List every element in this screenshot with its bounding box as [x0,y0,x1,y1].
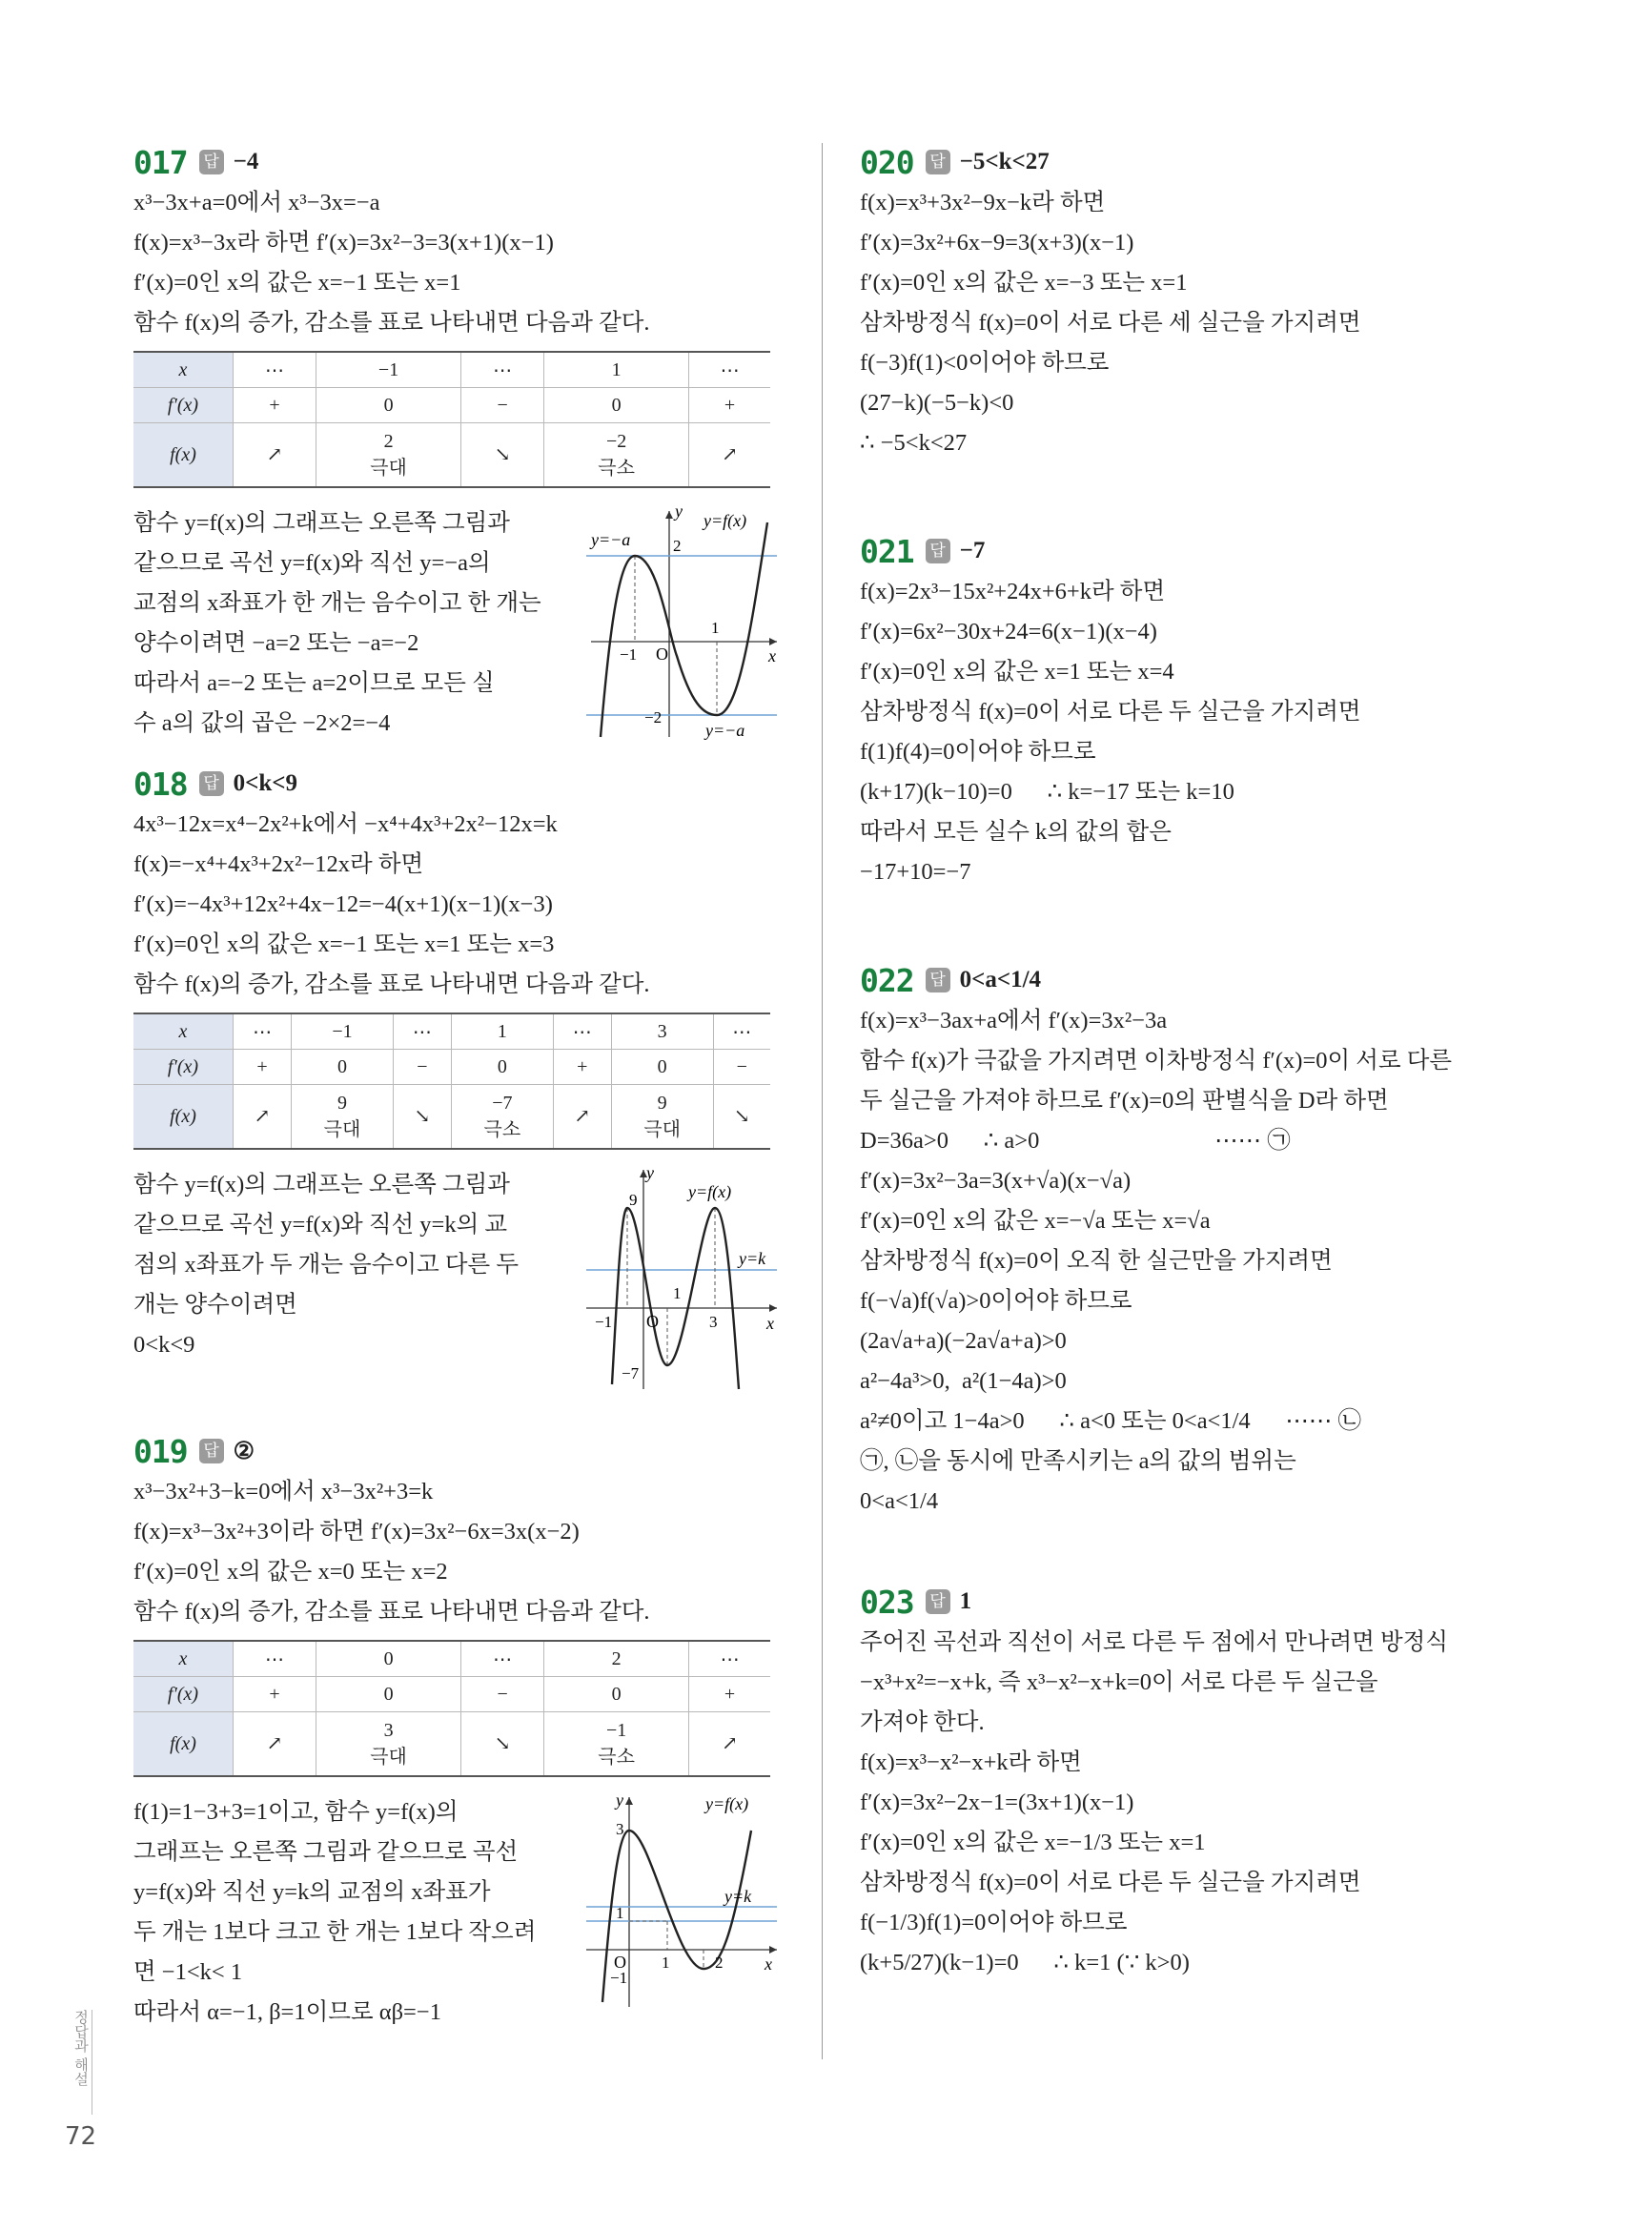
tick-label: 9 [629,1191,638,1209]
problem-number: 021 [860,532,914,570]
answer-badge: 답 [926,539,950,563]
table-row-x [133,1013,770,1050]
answer-text: 0<k<9 [233,770,298,796]
table-cell: 2 [544,1641,689,1677]
table-cell: ↗ [234,423,316,488]
solution-line: x³−3x+a=0에서 x³−3x=−a [133,190,380,215]
table-cell: −2 극소 [544,423,689,488]
table-cell: 3 [611,1013,713,1050]
solution-line: ㉠, ㉡을 동시에 만족시키는 a의 값의 범위는 [860,1448,1296,1474]
solution-line: 0<a<1/4 [860,1488,939,1514]
solution-line: 4x³−12x=x⁴−2x²+k에서 −x⁴+4x³+2x²−12x=k [133,811,558,837]
problem-number: 019 [133,1432,188,1470]
line-label: y=k [739,1249,766,1268]
axis-label-x: x [765,1954,772,1974]
problem-number: 022 [860,961,914,999]
table-cell: −1 [292,1013,394,1050]
tick-label: −1 [595,1313,613,1331]
table-cell: ⋯ [689,352,770,388]
solution-line: f(−3)f(1)<0이어야 하므로 [860,350,1110,376]
table-cell: 0 [316,1641,461,1677]
explanation-with-graph [133,1165,782,1394]
solution-line: f(−1/3)f(1)=0이어야 하므로 [860,1910,1128,1935]
variation-table [133,1013,770,1150]
table-cell: + [689,388,770,423]
table-row-fprime [133,388,770,423]
table-cell: ⋯ [689,1641,770,1677]
table-row-x [133,352,770,388]
table-row-x [133,1641,770,1677]
problem-number: 017 [133,143,188,181]
answer-badge: 답 [199,150,224,174]
solution-line: (2a√a+a)(−2a√a+a)>0 [860,1328,1067,1354]
solution-line: 따라서 a=−2 또는 a=2이므로 모든 실 [133,670,495,696]
solution-line: y=f(x)와 직선 y=k의 교점의 x좌표가 [133,1879,491,1905]
tick-label: −7 [622,1364,640,1382]
solution-line: 두 실근을 가져야 하므로 f′(x)=0의 판별식을 D라 하면 [860,1088,1389,1114]
solution-line: 함수 f(x)가 극값을 가지려면 이차방정식 f′(x)=0이 서로 다른 [860,1048,1453,1074]
problem-020 [860,143,1527,463]
tick-label: 2 [673,537,682,555]
table-cell: − [713,1050,770,1085]
solution-line: 가져야 한다. [860,1709,985,1735]
axis-label-x: x [768,646,776,665]
problem-header [860,1583,1527,1621]
solution-line: (27−k)(−5−k)<0 [860,390,1014,416]
tick-label: −1 [620,645,638,664]
solution-line: 양수이려면 −a=2 또는 −a=−2 [133,630,419,656]
tick-label: 1 [616,1904,624,1922]
answer-text: −7 [959,538,986,563]
explanation-text [133,1792,562,2033]
solution-line: f(x)=−x⁴+4x³+2x²−12x라 하면 [133,851,424,877]
curve-label: y=f(x) [704,511,747,530]
table-cell: 0 [316,388,461,423]
tick-label: 1 [662,1954,670,1972]
answer-text: 0<a<1/4 [959,967,1042,992]
curve-label: y=f(x) [688,1182,732,1201]
problem-023 [860,1583,1527,1983]
answer-text: 1 [959,1588,972,1614]
table-cell: ⋯ [553,1013,611,1050]
answer-badge: 답 [926,150,950,174]
table-cell: − [461,388,544,423]
tick-label: 2 [715,1954,724,1972]
solution-line: 개는 양수이려면 [133,1292,297,1318]
axis-label-y: y [675,503,683,521]
answer-badge: 답 [926,1589,950,1614]
solution-line: (k+5/27)(k−1)=0 ∴ k=1 (∵ k>0) [860,1950,1190,1975]
table-cell: −7 극소 [451,1085,553,1150]
problem-018 [133,765,782,1394]
answer-badge: 답 [199,771,224,796]
table-row-f [133,1085,770,1150]
solution-line: f(x)=x³−x²−x+k라 하면 [860,1749,1082,1775]
solution-line: 같으므로 곡선 y=f(x)와 직선 y=−a의 [133,550,491,576]
solution-line: D=36a>0 ∴ a>0 ⋯⋯ ㉠ [860,1128,1291,1154]
tick-label: −2 [644,708,663,726]
answer-text: ② [233,1439,255,1464]
table-row-fprime [133,1050,770,1085]
table-cell: 3 극대 [316,1712,461,1777]
table-cell: f(x) [133,423,234,488]
solution-line: 두 개는 1보다 크고 한 개는 1보다 작으려 [133,1919,537,1945]
solution-line: f(1)f(4)=0이어야 하므로 [860,739,1096,765]
table-cell: f′(x) [133,1677,234,1712]
table-cell: − [461,1677,544,1712]
solution-line: 함수 y=f(x)의 그래프는 오른쪽 그림과 [133,1172,510,1197]
table-cell: ⋯ [461,1641,544,1677]
solution-line: 따라서 모든 실수 k의 값의 합은 [860,819,1172,845]
problem-021 [860,532,1527,892]
solution-line: f′(x)=0인 x의 값은 x=−1/3 또는 x=1 [860,1830,1206,1855]
line-label-bottom: y=−a [705,721,745,740]
solution-line: 그래프는 오른쪽 그림과 같으므로 곡선 [133,1839,519,1865]
solution-line: f′(x)=0인 x의 값은 x=−3 또는 x=1 [860,270,1188,296]
table-cell: ⋯ [713,1013,770,1050]
tick-label: 3 [616,1820,624,1838]
problem-header [133,1432,782,1470]
solution-line: 0<k<9 [133,1332,195,1358]
problem-017 [133,143,782,744]
problem-number: 018 [133,765,188,803]
solution-line: f′(x)=0인 x의 값은 x=1 또는 x=4 [860,659,1174,685]
tick-label: 1 [673,1284,682,1302]
answer-text: −5<k<27 [959,149,1050,174]
solution-line: f′(x)=0인 x의 값은 x=−1 또는 x=1 [133,270,461,296]
table-cell: x [133,352,234,388]
solution-line: f′(x)=−4x³+12x²+4x−12=−4(x+1)(x−1)(x−3) [133,891,553,917]
solution-line: f(x)=x³+3x²−9x−k라 하면 [860,190,1106,215]
table-cell: 0 [544,388,689,423]
table-cell: f′(x) [133,388,234,423]
table-cell: ↗ [553,1085,611,1150]
table-row-f [133,423,770,488]
page-number: 72 [65,2122,97,2151]
table-cell: 2 극대 [316,423,461,488]
table-cell: ⋯ [461,352,544,388]
solution-line: a²−4a³>0, a²(1−4a)>0 [860,1368,1067,1394]
solution-line: 교점의 x좌표가 한 개는 음수이고 한 개는 [133,590,541,616]
table-row-f [133,1712,770,1777]
solution-line: 함수 y=f(x)의 그래프는 오른쪽 그림과 [133,510,510,536]
table-cell: ↗ [689,423,770,488]
table-cell: + [234,388,316,423]
solution-line: f(x)=x³−3ax+a에서 f′(x)=3x²−3a [860,1008,1168,1033]
solution-line: 같으므로 곡선 y=f(x)와 직선 y=k의 교 [133,1212,508,1238]
origin-label: O [646,1312,659,1331]
solution-line: f(1)=1−3+3=1이고, 함수 y=f(x)의 [133,1799,459,1825]
solution-line: 삼차방정식 f(x)=0이 서로 다른 세 실근을 가지려면 [860,310,1361,336]
table-cell: 0 [611,1050,713,1085]
answer-badge: 답 [199,1439,224,1463]
right-column [860,143,1527,2050]
table-cell: + [234,1677,316,1712]
solution-line: f′(x)=0인 x의 값은 x=0 또는 x=2 [133,1559,448,1585]
problem-header [860,961,1527,999]
problem-number: 023 [860,1583,914,1621]
solution-line: 따라서 α=−1, β=1이므로 αβ=−1 [133,1999,441,2025]
tick-label: −1 [610,1969,628,1987]
table-cell: f(x) [133,1085,234,1150]
graph-017 [581,503,782,742]
table-cell: ⋯ [393,1013,451,1050]
table-cell: ↘ [393,1085,451,1150]
table-cell: + [553,1050,611,1085]
problem-header [860,532,1527,570]
explanation-text [133,503,562,744]
table-cell: 0 [544,1677,689,1712]
solution-line: f′(x)=3x²−3a=3(x+√a)(x−√a) [860,1168,1132,1194]
table-cell: 0 [292,1050,394,1085]
solution-line: 삼차방정식 f(x)=0이 서로 다른 두 실근을 가지려면 [860,1870,1361,1895]
explanation-with-graph [133,1792,782,2033]
table-row-fprime [133,1677,770,1712]
table-cell: 0 [451,1050,553,1085]
line-label: y=k [724,1887,752,1906]
variation-table [133,351,770,488]
table-cell: 9 극대 [292,1085,394,1150]
solution-line: 함수 f(x)의 증가, 감소를 표로 나타내면 다음과 같다. [133,972,650,997]
solution-line: ∴ −5<k<27 [860,430,968,456]
graph-019 [581,1792,782,2012]
problem-022 [860,961,1527,1522]
table-cell: ⋯ [234,1641,316,1677]
problem-number: 020 [860,143,914,181]
line-label-top: y=−a [591,530,631,549]
explanation-with-graph [133,503,782,744]
table-cell: ↗ [689,1712,770,1777]
left-column [133,143,782,2099]
solution-line: a²≠0이고 1−4a>0 ∴ a<0 또는 0<a<1/4 ⋯⋯ ㉡ [860,1408,1362,1434]
solution-line: f′(x)=0인 x의 값은 x=−√a 또는 x=√a [860,1208,1211,1234]
table-cell: − [393,1050,451,1085]
solution-line: f′(x)=6x²−30x+24=6(x−1)(x−4) [860,619,1157,644]
solution-line: −17+10=−7 [860,859,971,885]
table-cell: ⋯ [234,1013,292,1050]
graph-018 [581,1165,782,1394]
answer-text: −4 [233,149,259,174]
table-cell: x [133,1641,234,1677]
table-cell: ↘ [461,423,544,488]
table-cell: ↗ [234,1085,292,1150]
solution-line: f′(x)=0인 x의 값은 x=−1 또는 x=1 또는 x=3 [133,931,555,957]
problem-header [133,765,782,803]
table-cell: x [133,1013,234,1050]
origin-label: O [656,644,668,664]
solution-line: 삼차방정식 f(x)=0이 서로 다른 두 실근을 가지려면 [860,699,1361,725]
table-cell: −1 [316,352,461,388]
solution-line: 삼차방정식 f(x)=0이 오직 한 실근만을 가지려면 [860,1248,1333,1274]
table-cell: 9 극대 [611,1085,713,1150]
solution-line: −x³+x²=−x+k, 즉 x³−x²−x+k=0이 서로 다른 두 실근을 [860,1669,1378,1695]
solution-line: f(−√a)f(√a)>0이어야 하므로 [860,1288,1132,1314]
table-cell: + [234,1050,292,1085]
axis-label-y: y [616,1792,623,1810]
solution-line: f(x)=2x³−15x²+24x+6+k라 하면 [860,579,1166,604]
solution-line: (k+17)(k−10)=0 ∴ k=−17 또는 k=10 [860,779,1234,805]
answer-badge: 답 [926,968,950,992]
explanation-text [133,1165,562,1365]
solution-line: f(x)=x³−3x²+3이라 하면 f′(x)=3x²−6x=3x(x−2) [133,1519,580,1545]
problem-header [133,143,782,181]
curve-label: y=f(x) [705,1794,749,1813]
solution-line: f′(x)=3x²−2x−1=(3x+1)(x−1) [860,1790,1134,1815]
variation-table [133,1640,770,1777]
solution-line: f(x)=x³−3x라 하면 f′(x)=3x²−3=3(x+1)(x−1) [133,230,554,256]
table-cell: 1 [544,352,689,388]
solution-line: f′(x)=3x²+6x−9=3(x+3)(x−1) [860,230,1134,256]
problem-header [860,143,1527,181]
problem-019 [133,1432,782,2033]
solution-line: x³−3x²+3−k=0에서 x³−3x²+3=k [133,1479,434,1504]
axis-label-x: x [766,1314,774,1333]
table-cell: ↗ [234,1712,316,1777]
solution-line: 함수 f(x)의 증가, 감소를 표로 나타내면 다음과 같다. [133,310,650,336]
column-divider [822,143,823,2059]
table-cell: + [689,1677,770,1712]
table-cell: −1 극소 [544,1712,689,1777]
solution-line: 함수 f(x)의 증가, 감소를 표로 나타내면 다음과 같다. [133,1599,650,1625]
table-cell: f(x) [133,1712,234,1777]
tick-label: 3 [709,1313,718,1331]
solution-line: 주어진 곡선과 직선이 서로 다른 두 점에서 만나려면 방정식 [860,1629,1449,1655]
solution-line: 수 a의 값의 곱은 −2×2=−4 [133,710,391,736]
table-cell: f′(x) [133,1050,234,1085]
sidebar-section-label: 정답과 해설 [69,2010,92,2115]
solution-line: 면 −1<k< 1 [133,1959,243,1985]
axis-label-y: y [646,1165,654,1182]
origin-label: O [614,1953,626,1972]
table-cell: ⋯ [234,352,316,388]
tick-label: 1 [711,619,720,637]
table-cell: 0 [316,1677,461,1712]
table-cell: 1 [451,1013,553,1050]
table-cell: ↘ [461,1712,544,1777]
table-cell: ↘ [713,1085,770,1150]
solution-line: 점의 x좌표가 두 개는 음수이고 다른 두 [133,1252,520,1278]
